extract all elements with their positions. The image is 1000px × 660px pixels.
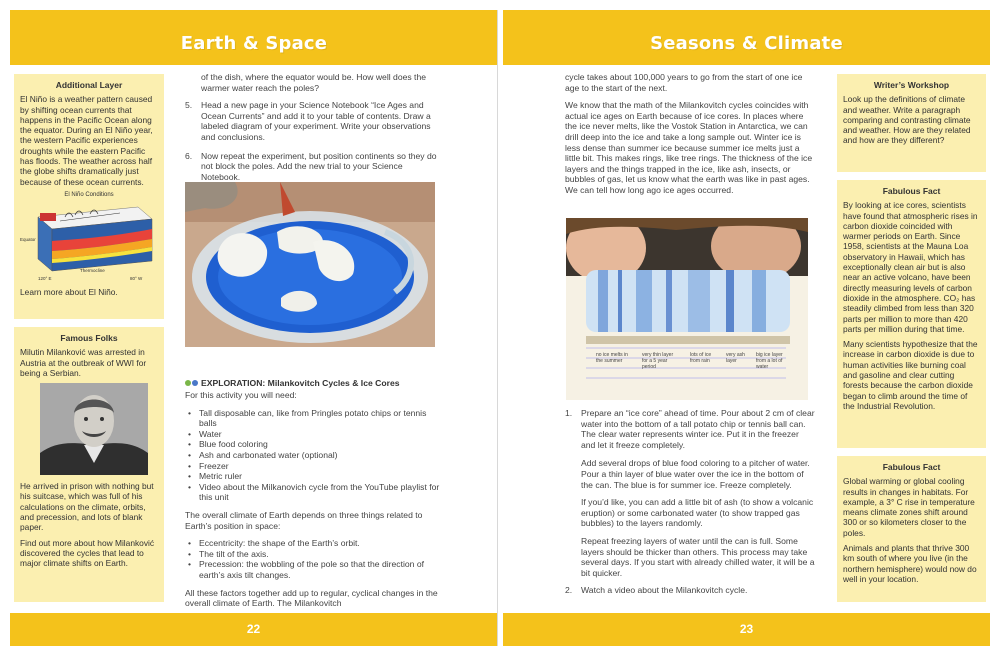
list-item bbox=[185, 151, 443, 183]
list-item: • Eccentricity: the shape of the Earth’s orbit. bbox=[185, 538, 443, 549]
step-number: 2. bbox=[565, 585, 573, 596]
ice-core-steps bbox=[565, 408, 815, 604]
list-item: • Blue food coloring bbox=[185, 439, 443, 450]
ice-core-photo bbox=[566, 218, 808, 400]
experiment-photo bbox=[185, 182, 435, 347]
sidebar-body: He arrived in prison with nothing but his suitcase, which was full of his calculations on the climate, orbits, and precession, and lots of blank paper. bbox=[20, 481, 154, 533]
page-number: 22 bbox=[246, 622, 261, 636]
supplies-list bbox=[185, 408, 443, 503]
paragraph: Repeat freezing layers of water until the can is full. Some layers should be thicker than others. This process may take several days. If you start with already chilled water, it will be a bit quicker. bbox=[581, 535, 815, 578]
sidebar-body: By looking at ice cores, scientists have found that atmospheric rises in carbon dioxide coincided with warmer periods on Earth. Since 1958, scientists at the Mauna Loa observatory in Hawaii, which has exceptionally clean air but is also near an active volcano, have been directly measuring levels of carbon dioxide in the atmosphere. CO₂ has steadily climbed from less than 320 parts per million to more than 420 parts per million during that time. bbox=[843, 200, 978, 334]
diagram-label-thermocline: Thermocline bbox=[80, 267, 105, 273]
steps-list bbox=[185, 100, 443, 182]
paragraph: cycle takes about 100,000 years to go from the start of one ice age to the start of the next. bbox=[565, 72, 803, 93]
list-item: • The tilt of the axis. bbox=[185, 549, 443, 560]
exploration-section bbox=[185, 378, 443, 616]
diagram-title: El Niño Conditions bbox=[64, 191, 114, 198]
sidebar-body: El Niño is a weather pattern caused by shifting ocean currents that happens in the Pacific Ocean along the equator. During an El Niño year, the western Pacific experiences droughts while the eastern Pacific has floods. The weather across half the globe shifts dramatically just because of these ocean currents. bbox=[20, 94, 153, 187]
diagram-label-lon-left: 120° E bbox=[38, 275, 52, 281]
el-nino-diagram bbox=[20, 192, 158, 282]
page-title: Earth & Space bbox=[180, 33, 328, 54]
diagram-label-lon-right: 80° W bbox=[130, 275, 143, 281]
photo-label: very thin layer for a 5 year period bbox=[642, 352, 674, 370]
exploration-heading bbox=[185, 378, 443, 389]
sidebar-body: Many scientists hypothesize that the increase in carbon dioxide is due to human activities like burning coal and gasoline and clear cutting forests because the carbon dioxide began to climb around the time of the Industrial Revolution. bbox=[843, 339, 978, 411]
step-number: 5. bbox=[185, 100, 193, 111]
page-22 bbox=[10, 10, 498, 646]
sidebar-title: Additional Layer bbox=[55, 80, 123, 90]
list-item bbox=[565, 408, 815, 450]
sidebar-intro: Milutin Milanković was arrested in Austria at the outbreak of WWI for being a Serbian. bbox=[20, 347, 147, 378]
list-item bbox=[565, 585, 815, 596]
list-item: • Freezer bbox=[185, 461, 443, 472]
photo-label: very ash layer bbox=[726, 352, 745, 364]
diagram-label-equator: Equator bbox=[20, 236, 36, 242]
page-23 bbox=[503, 10, 990, 646]
sidebar-body: Global warming or global cooling results in changes in habitats. For example, a 3° C rise in temperature means climate zones shift around 300 or so kilometers closer to the poles. bbox=[843, 476, 975, 538]
list-item bbox=[185, 100, 443, 142]
exploration-dots-icon bbox=[185, 378, 199, 389]
photo-label: no ice melts in the summer bbox=[596, 352, 628, 364]
main-column-right bbox=[565, 72, 815, 203]
paragraph: The overall climate of Earth depends on three things related to Earth’s position in space: bbox=[185, 509, 423, 531]
list-item: • Water bbox=[185, 429, 443, 440]
sidebar-fabulous-fact bbox=[837, 180, 986, 448]
exploration-intro: For this activity you will need: bbox=[185, 390, 297, 401]
step-text: Watch a video about the Milankovitch cycle. bbox=[581, 585, 748, 596]
sidebar-title: Famous Folks bbox=[60, 333, 118, 343]
sidebar-fabulous-fact bbox=[837, 456, 986, 602]
page-number: 23 bbox=[739, 622, 754, 636]
page-title: Seasons & Climate bbox=[650, 33, 843, 54]
sidebar-additional-layer bbox=[14, 74, 164, 319]
list-item: • Video about the Milkanovich cycle from the YouTube playlist for this unit bbox=[185, 482, 443, 503]
list-item: • Precession: the wobbling of the pole so that the direction of earth’s axis tilt changes. bbox=[185, 559, 443, 580]
paragraph: of the dish, where the equator would be. How well does the warmer water reach the poles? bbox=[201, 72, 427, 93]
paragraph: If you’d like, you can add a little bit of ash (to show a volcanic eruption) or some carbonated water (to show trapped gas bubbles) to the layers randomly. bbox=[581, 497, 814, 529]
sidebar-footer: Learn more about El Niño. bbox=[20, 286, 118, 297]
paragraph: All these factors together add up to regular, cyclical changes in the overall climate of Earth. The Milankovitch bbox=[185, 587, 438, 609]
step-number: 6. bbox=[185, 150, 193, 161]
list-item: • Ash and carbonated water (optional) bbox=[185, 450, 443, 461]
milankovic-portrait bbox=[40, 383, 148, 475]
sidebar-body: Look up the definitions of climate and weather. Write a paragraph comparing and contrasting climate and weather. How are they related and how are they different? bbox=[843, 94, 971, 146]
main-column-left bbox=[185, 72, 443, 190]
paragraph: Add several drops of blue food coloring to a pitcher of water. Pour a thin layer of blue water over the ice in the bottom of the can. The blue is for summer ice. Freeze completely. bbox=[581, 458, 810, 490]
steps-list bbox=[565, 585, 815, 596]
sidebar-famous-folks bbox=[14, 327, 164, 602]
factors-list bbox=[185, 538, 443, 580]
step-text: Prepare an “ice core” ahead of time. Pour about 2 cm of clear water into the bottom of a tall potato chip or tennis ball can. The clear water represents winter ice. Put it in the freezer and let it freeze completely. bbox=[581, 408, 815, 450]
sidebar-title: Fabulous Fact bbox=[882, 462, 941, 472]
list-item: • Metric ruler bbox=[185, 471, 443, 482]
sidebar-body: Animals and plants that thrive 300 km south of where you live (in the northern hemisphere) would now do well in your location. bbox=[843, 543, 977, 584]
sidebar-writers-workshop bbox=[837, 74, 986, 172]
steps-list bbox=[565, 408, 815, 450]
step-text: Now repeat the experiment, but position continents so they do not block the poles. Add the new trial to your Science Notebook. bbox=[201, 150, 437, 182]
list-item: • Tall disposable can, like from Pringles potato chips or tennis balls bbox=[185, 408, 443, 429]
paragraph: We know that the math of the Milankovitch cycles coincides with actual ice ages on Earth because of ice cores. In places where the ice never melts, like the Vostok Station in Antarctica, we can drill deep into the ice and take a long sample out. Winter ice is less dense than summer ice because summer ice melts just a little bit. This makes rings, like tree rings. The thickness of the ice layers and the things trapped in the ice, like ash, insects, or bubbles of gas, let us know what the earth was like in past ages. We can tell how long ago ice ages occurred. bbox=[565, 100, 813, 195]
sidebar-title: Writer’s Workshop bbox=[873, 80, 950, 90]
photo-label: lots of ice from rain bbox=[690, 352, 712, 364]
exploration-title: EXPLORATION: Milankovitch Cycles & Ice Cores bbox=[201, 378, 400, 388]
step-number: 1. bbox=[565, 408, 573, 418]
step-text: Head a new page in your Science Notebook “Ice Ages and Ocean Currents” and add it to your table of contents. Draw a labeled diagram of your experiment. Write your observations and conclusions. bbox=[201, 100, 431, 142]
photo-label: big ice layer from a lot of water bbox=[756, 352, 783, 370]
sidebar-body: Find out more about how Milanković discovered the cycles that lead to major climate shifts on Earth. bbox=[20, 537, 155, 569]
sidebar-title: Fabulous Fact bbox=[882, 186, 941, 196]
